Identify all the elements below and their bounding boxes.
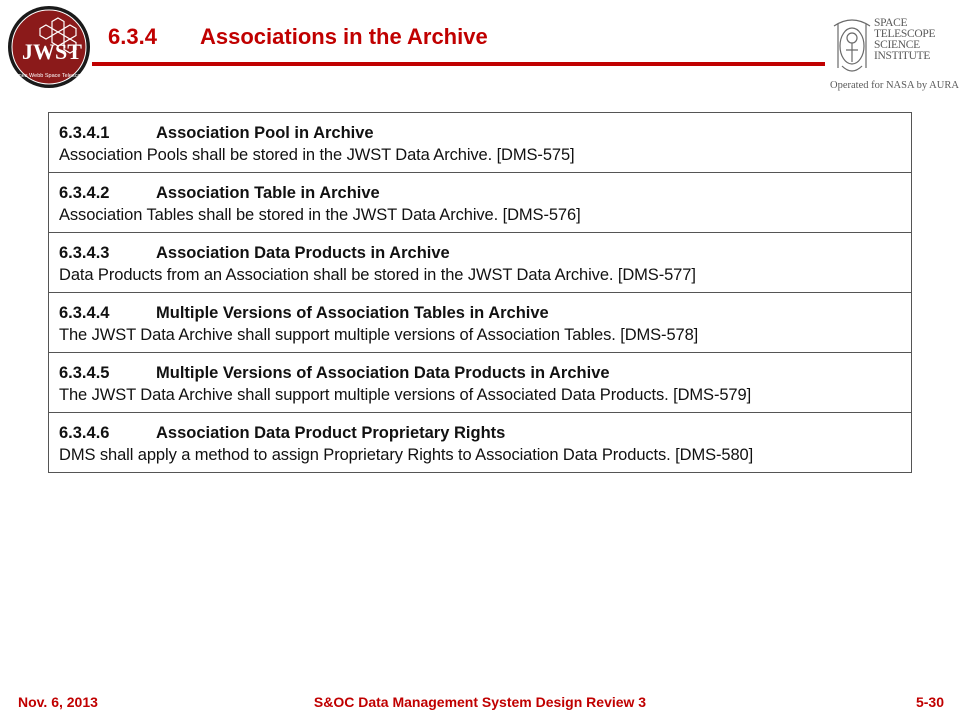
stsci-line: TELESCOPE [874, 28, 936, 40]
requirement-title: Association Data Products in Archive [156, 243, 450, 262]
requirement-heading [59, 242, 901, 264]
requirement-heading [59, 122, 901, 144]
requirement-id: 6.3.4.6 [59, 423, 110, 442]
footer-date: Nov. 6, 2013 [18, 694, 98, 710]
title-underline [92, 62, 825, 66]
stsci-line: INSTITUTE [874, 50, 931, 62]
jwst-logo-tagline: James Webb Space Telescope [11, 73, 87, 79]
requirement-cell [49, 233, 912, 293]
requirement-text: Data Products from an Association shall be stored in the JWST Data Archive. [DMS-577] [59, 265, 696, 284]
requirement-heading [59, 362, 901, 384]
requirement-cell [49, 173, 912, 233]
requirement-cell [49, 293, 912, 353]
table-row [49, 293, 912, 353]
title-text: Associations in the Archive [200, 24, 488, 49]
table-row [49, 233, 912, 293]
table-row [49, 113, 912, 173]
requirement-heading [59, 302, 901, 324]
requirement-title: Association Table in Archive [156, 183, 380, 202]
requirement-text: The JWST Data Archive shall support multiple versions of Association Tables. [DMS-578] [59, 325, 699, 344]
footer-page-number: 5-30 [915, 694, 944, 710]
table-row [49, 413, 912, 473]
stsci-line: SPACE [874, 17, 908, 29]
stsci-operated-text: Operated for NASA by AURA [830, 80, 959, 91]
table-row [49, 353, 912, 413]
footer-center-text: S&OC Data Management System Design Review 3 [313, 694, 647, 710]
requirement-title: Association Data Product Proprietary Rights [156, 423, 506, 442]
stsci-line: SCIENCE [874, 39, 920, 51]
requirement-id: 6.3.4.1 [59, 123, 110, 142]
requirement-title: Multiple Versions of Association Tables in Archive [156, 303, 549, 322]
requirement-text: Association Pools shall be stored in the JWST Data Archive. [DMS-575] [59, 145, 575, 164]
requirement-cell [49, 413, 912, 473]
stsci-logo [828, 14, 959, 94]
jwst-logo [6, 4, 92, 90]
requirement-text: Association Tables shall be stored in the JWST Data Archive. [DMS-576] [59, 205, 581, 224]
requirements-table [48, 112, 912, 473]
requirement-id: 6.3.4.5 [59, 363, 110, 382]
section-number: 6.3.4 [108, 24, 157, 49]
slide-title [108, 24, 488, 50]
requirement-title: Association Pool in Archive [156, 123, 374, 142]
requirement-id: 6.3.4.4 [59, 303, 110, 322]
stsci-wordmark [874, 18, 954, 62]
requirement-heading [59, 182, 901, 204]
requirement-heading [59, 422, 901, 444]
requirement-text: DMS shall apply a method to assign Proprietary Rights to Association Data Products. [DMS-580] [59, 445, 754, 464]
requirement-cell [49, 113, 912, 173]
requirement-id: 6.3.4.3 [59, 243, 110, 262]
stsci-emblem-icon [828, 16, 876, 78]
table-row [49, 173, 912, 233]
requirement-text: The JWST Data Archive shall support multiple versions of Associated Data Products. [DMS-579] [59, 385, 752, 404]
jwst-logo-text: JWST [22, 39, 82, 64]
requirement-title: Multiple Versions of Association Data Products in Archive [156, 363, 610, 382]
requirement-cell [49, 353, 912, 413]
requirement-id: 6.3.4.2 [59, 183, 110, 202]
